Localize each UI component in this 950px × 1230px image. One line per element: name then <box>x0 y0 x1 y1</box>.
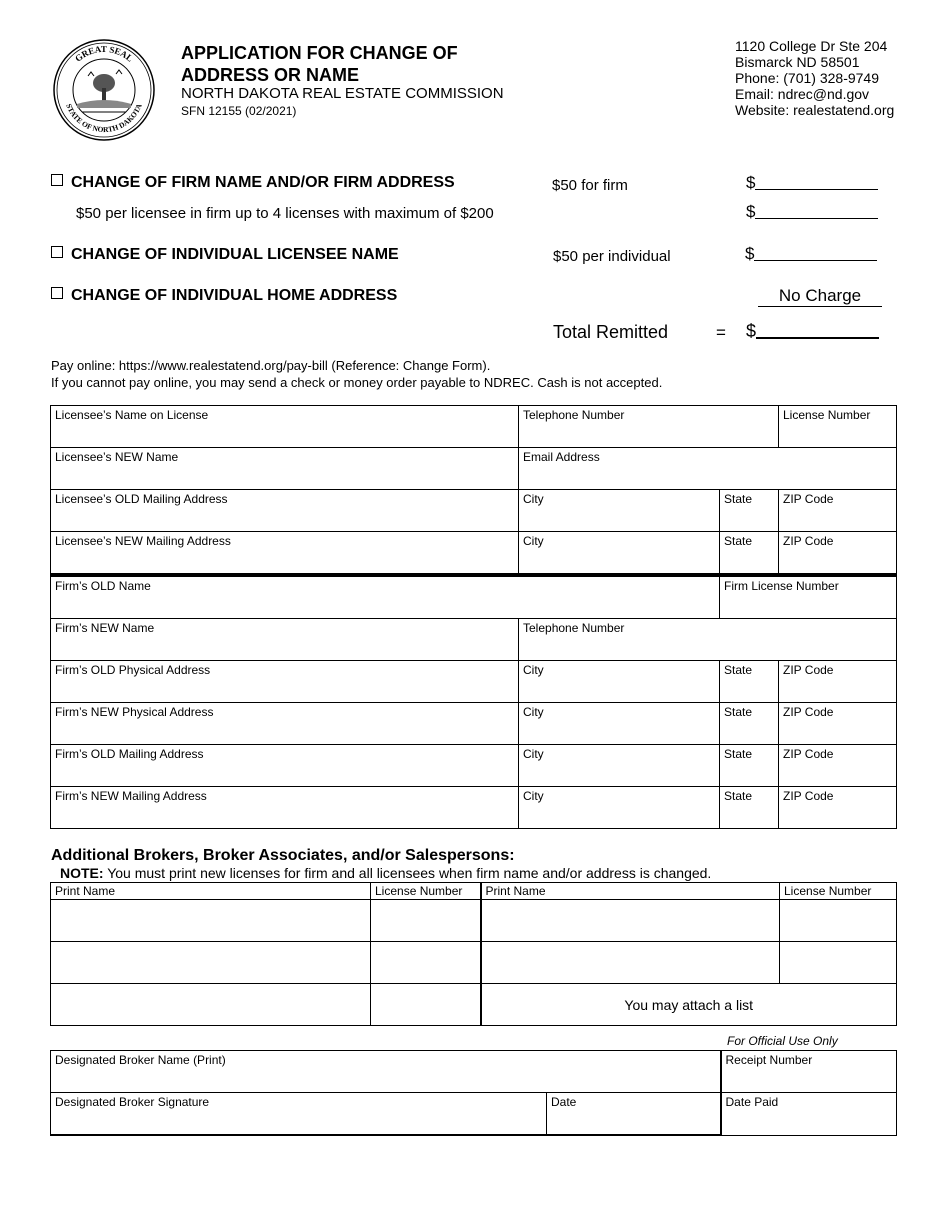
firm-old-mailing-field[interactable]: Firm’s OLD Mailing Address <box>51 745 519 787</box>
contact-address2: Bismarck ND 58501 <box>735 54 860 70</box>
official-use-label: For Official Use Only <box>727 1034 838 1048</box>
individual-name-checkbox[interactable] <box>51 246 63 258</box>
home-address-checkbox[interactable] <box>51 287 63 299</box>
firm-new-name-field[interactable]: Firm’s NEW Name <box>51 619 519 661</box>
licensee-new-city-field[interactable]: City <box>519 532 720 576</box>
license-number-header-left: License Number <box>371 883 481 900</box>
licensee-telephone-field[interactable]: Telephone Number <box>519 406 779 448</box>
total-amount-field[interactable]: $ <box>746 321 879 342</box>
firm-change-checkbox[interactable] <box>51 174 63 186</box>
firm-old-mailing-state-field[interactable]: State <box>720 745 779 787</box>
broker-name-cell[interactable] <box>481 942 780 984</box>
licensee-license-number-field[interactable]: License Number <box>779 406 897 448</box>
licensee-new-state-field[interactable]: State <box>720 532 779 576</box>
svg-text:GREAT SEAL: GREAT SEAL <box>73 43 135 64</box>
broker-license-cell[interactable] <box>371 942 481 984</box>
licensee-new-name-field[interactable]: Licensee’s NEW Name <box>51 448 519 490</box>
firm-new-mailing-city-field[interactable]: City <box>519 787 720 829</box>
firm-new-mailing-zip-field[interactable]: ZIP Code <box>779 787 897 829</box>
firm-telephone-field[interactable]: Telephone Number <box>519 619 897 661</box>
licensee-fee-amount-field[interactable]: $ <box>746 202 878 222</box>
broker-license-cell[interactable] <box>780 900 897 942</box>
agency-name: NORTH DAKOTA REAL ESTATE COMMISSION <box>181 85 504 102</box>
firm-fee: $50 for firm <box>552 177 628 194</box>
firm-new-physical-zip-field[interactable]: ZIP Code <box>779 703 897 745</box>
home-address-option[interactable]: CHANGE OF INDIVIDUAL HOME ADDRESS <box>51 287 397 305</box>
broker-name-cell[interactable] <box>51 984 371 1026</box>
contact-phone: Phone: (701) 328-9749 <box>735 70 879 86</box>
broker-name-cell[interactable] <box>51 942 371 984</box>
broker-license-cell[interactable] <box>371 984 481 1026</box>
licensee-old-zip-field[interactable]: ZIP Code <box>779 490 897 532</box>
firm-change-option[interactable]: CHANGE OF FIRM NAME AND/OR FIRM ADDRESS <box>51 174 455 192</box>
broker-name-cell[interactable] <box>481 900 780 942</box>
print-name-header-left: Print Name <box>51 883 371 900</box>
licensee-old-city-field[interactable]: City <box>519 490 720 532</box>
total-remitted-label: Total Remitted <box>553 322 669 342</box>
form-title: APPLICATION FOR CHANGE OF ADDRESS OR NAME <box>181 43 458 85</box>
contact-email: Email: ndrec@nd.gov <box>735 86 870 102</box>
firm-license-number-field[interactable]: Firm License Number <box>720 575 897 619</box>
no-charge-label: No Charge <box>758 286 882 307</box>
firm-new-mailing-state-field[interactable]: State <box>720 787 779 829</box>
broker-license-cell[interactable] <box>371 900 481 942</box>
individual-name-option[interactable]: CHANGE OF INDIVIDUAL LICENSEE NAME <box>51 246 399 264</box>
firm-new-mailing-field[interactable]: Firm’s NEW Mailing Address <box>51 787 519 829</box>
contact-block <box>735 38 894 118</box>
firm-old-mailing-zip-field[interactable]: ZIP Code <box>779 745 897 787</box>
licensee-old-state-field[interactable]: State <box>720 490 779 532</box>
contact-website: Website: realestatend.org <box>735 102 895 118</box>
firm-old-physical-field[interactable]: Firm’s OLD Physical Address <box>51 661 519 703</box>
firm-old-physical-city-field[interactable]: City <box>519 661 720 703</box>
broker-name-field[interactable]: Designated Broker Name (Print) <box>51 1051 721 1093</box>
additional-brokers-heading: Additional Brokers, Broker Associates, and/or Salespersons: <box>51 847 515 864</box>
firm-new-physical-field[interactable]: Firm’s NEW Physical Address <box>51 703 519 745</box>
great-seal-logo <box>52 38 156 142</box>
date-paid-field[interactable]: Date Paid <box>721 1093 897 1136</box>
firm-old-name-field[interactable]: Firm’s OLD Name <box>51 575 720 619</box>
license-number-header-right: License Number <box>780 883 897 900</box>
receipt-number-field[interactable]: Receipt Number <box>721 1051 897 1093</box>
licensee-old-mailing-field[interactable]: Licensee’s OLD Mailing Address <box>51 490 519 532</box>
firm-old-physical-state-field[interactable]: State <box>720 661 779 703</box>
signature-table <box>50 1050 897 1136</box>
signature-date-field[interactable]: Date <box>547 1093 721 1136</box>
svg-text:STATE OF NORTH DAKOTA: STATE OF NORTH DAKOTA <box>64 102 144 135</box>
additional-brokers-table <box>50 882 897 1026</box>
licensee-new-zip-field[interactable]: ZIP Code <box>779 532 897 576</box>
firm-new-physical-state-field[interactable]: State <box>720 703 779 745</box>
firm-fee-amount-field[interactable]: $ <box>746 173 878 193</box>
licensee-fee-note: $50 per licensee in firm up to 4 licenses with maximum of $200 <box>76 205 494 222</box>
individual-fee-amount-field[interactable]: $ <box>745 244 877 264</box>
licensee-new-mailing-field[interactable]: Licensee’s NEW Mailing Address <box>51 532 519 576</box>
licensee-name-field[interactable]: Licensee’s Name on License <box>51 406 519 448</box>
form-number: SFN 12155 (02/2021) <box>181 104 297 118</box>
firm-new-physical-city-field[interactable]: City <box>519 703 720 745</box>
firm-old-physical-zip-field[interactable]: ZIP Code <box>779 661 897 703</box>
broker-license-cell[interactable] <box>780 942 897 984</box>
attach-list-note: You may attach a list <box>481 984 897 1026</box>
licensee-firm-table <box>50 405 897 829</box>
equals-sign: = <box>716 323 726 342</box>
payment-instructions: If you cannot pay online, you may send a check or money order payable to NDREC. Cash is not accepted. <box>51 375 663 390</box>
individual-fee: $50 per individual <box>553 248 671 265</box>
print-name-header-right: Print Name <box>481 883 780 900</box>
pay-online-text: Pay online: https://www.realestatend.org/pay-bill (Reference: Change Form). <box>51 358 491 373</box>
broker-signature-field[interactable]: Designated Broker Signature <box>51 1093 547 1136</box>
contact-address1: 1120 College Dr Ste 204 <box>735 38 888 54</box>
firm-old-mailing-city-field[interactable]: City <box>519 745 720 787</box>
note-text: NOTE: You must print new licenses for firm and all licensees when firm name and/or address is changed. <box>60 865 712 881</box>
broker-name-cell[interactable] <box>51 900 371 942</box>
licensee-email-field[interactable]: Email Address <box>519 448 897 490</box>
